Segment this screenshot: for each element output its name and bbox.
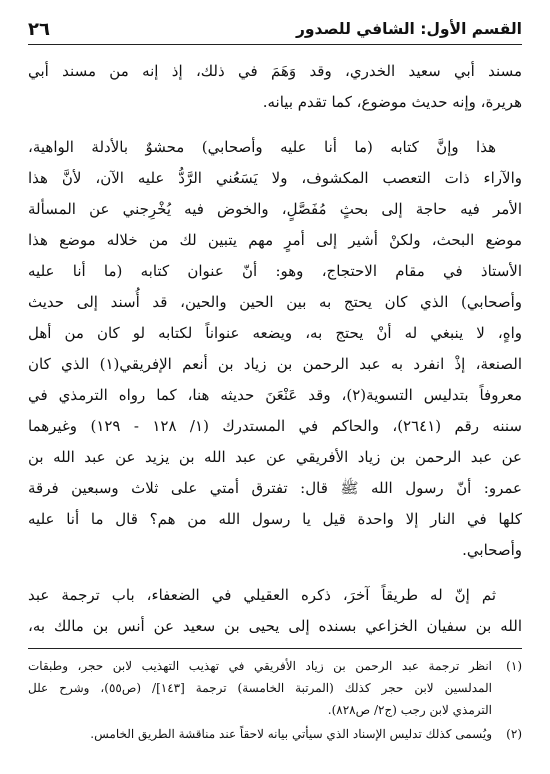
text-line: الأستاذ في مقام الاحتجاج، وهو: أنّ عنوان كتابه (ما أنا عليه xyxy=(28,262,522,280)
paragraph-1 xyxy=(28,56,522,118)
footnote-text xyxy=(28,723,492,745)
text-line: عمرو: أنّ رسول الله ﷺ قال: تفترق أمتي على ثلاث وسبعين فرقة xyxy=(28,479,522,497)
text-line: موضع البحث، ولكنْ أشير إلى أمرٍ مهم يتبين لك من خلاله موضع هذا xyxy=(28,231,522,249)
text-line: الصنعة، إذْ انفرد به عبد الرحمن بن زياد بن أنعم الإفريقي(١) الذي كان xyxy=(28,355,522,373)
text-line: عن عبد الرحمن بن زياد الأفريقي عن عبد الله بن يزيد عن عبد الله بن xyxy=(28,448,522,466)
paragraph-2 xyxy=(28,132,522,566)
text-line: المدلسين لابن حجر كذلك (المرتبة الخامسة) ترجمة [١٤٣]/ (ص٥٥)، وشرح علل xyxy=(28,681,492,695)
section-title: القسم الأول: الشافي للصدور xyxy=(295,20,522,38)
text-line: معروفاً بتدليس التسوية(٢)، وقد عَنْعَنَ حديثه هنا، كما رواه الترمذي في xyxy=(28,386,522,404)
text-line: سننه رقم (٢٦٤١)، والحاكم في المستدرك (١/ ١٢٨ - ١٢٩) وغيرهما xyxy=(28,417,522,435)
text-line: ثم إنّ له طريقاً آخرَ، ذكره العقيلي في الضعفاء، باب ترجمة عبد xyxy=(28,586,496,604)
main-text xyxy=(28,56,522,656)
footnote-text xyxy=(28,655,492,721)
text-line: وأصحابي) الذي كان يحتج به بين الحين والحين، قد أُسند إلى حديث xyxy=(28,293,522,311)
footnote-2 xyxy=(28,723,522,745)
footnote-number: (١) xyxy=(506,659,522,673)
text-line: هذا وإنَّ كتابه (ما أنا عليه وأصحابي) محشوٌ بالأدلة الواهية، xyxy=(28,138,496,156)
text-line: مسند أبي سعيد الخدري، وقد وَهَمَ في ذلك، إذ إنه من مسند أبي xyxy=(28,62,522,80)
text-line: واهٍ، لا ينبغي له أنْ يحتج به، ويضعه عنواناً لكتابه لو كان من أهل xyxy=(28,324,522,342)
paragraph-3 xyxy=(28,580,522,642)
footnote-number: (٢) xyxy=(506,727,522,741)
footnote-1 xyxy=(28,655,522,721)
text-line: الله بن سفيان الخزاعي بسنده إلى يحيى بن سعيد عن أنس بن مالك به، xyxy=(28,617,522,635)
footnotes xyxy=(28,648,522,747)
text-line: وأصحابي. xyxy=(462,541,522,559)
text-line: كلها في النار إلا واحدة قيل يا رسول الله من هم؟ قال ما أنا عليه xyxy=(28,510,522,528)
text-line: هريرة، وإنه حديث موضوع، كما تقدم بيانه. xyxy=(262,93,522,111)
page-number: ٢٦ xyxy=(28,18,50,40)
text-line: الأمر فيه حاجة إلى بحثٍ مُفَصَّلٍ، والخوض فيه يُخْرِجني عن المسألة xyxy=(28,200,522,218)
text-line: الترمذي لابن رجب (ج٢/ ص٨٢٨). xyxy=(327,703,492,717)
text-line: انظر ترجمة عبد الرحمن بن زياد الأفريقي في تهذيب التهذيب لابن حجر، وطبقات xyxy=(28,659,492,673)
running-header xyxy=(28,14,522,45)
text-line: ويُسمى كذلك تدليس الإسناد الذي سيأتي بيانه لاحقاً عند مناقشة الطريق الخامس. xyxy=(90,727,492,741)
text-line: والآراء ذات التعصب المكشوف، ولا يَسَعُني الرَّدُّ عليه الآن، لأنَّ هذا xyxy=(28,169,522,187)
